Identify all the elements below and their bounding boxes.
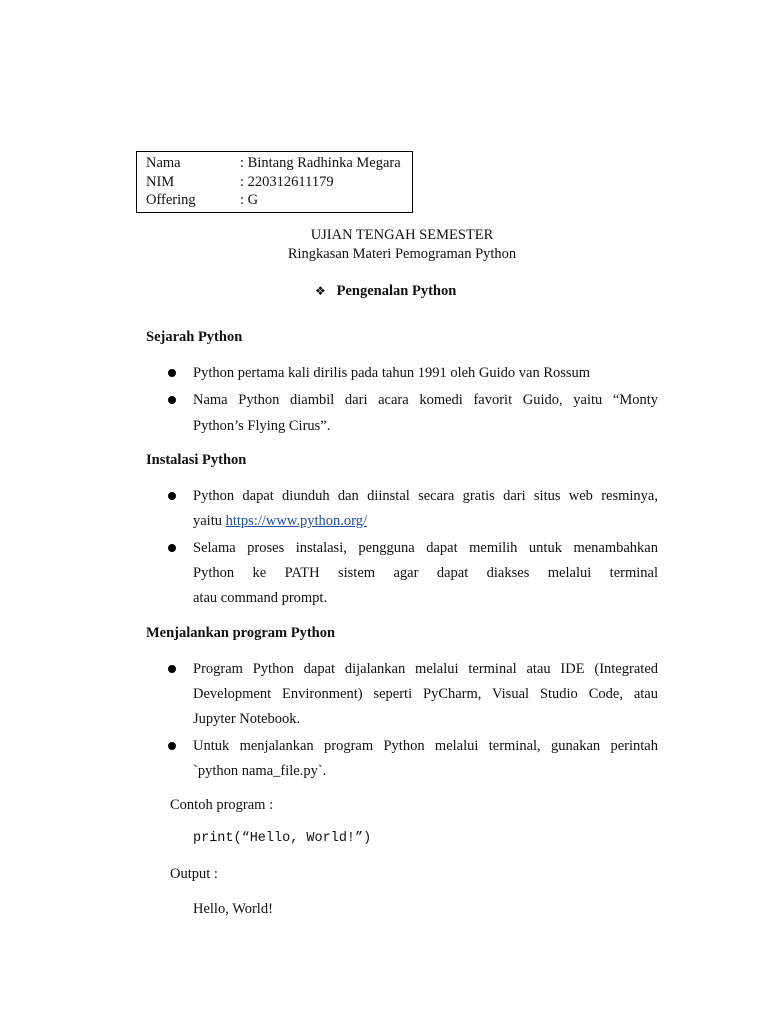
bullet-icon <box>168 369 176 377</box>
instalasi-bullet-2-line-2: Python ke PATH sistem agar dapat diakses melalui terminal <box>193 565 658 581</box>
identity-label: Nama <box>146 155 181 171</box>
instalasi-prefix: yaitu <box>193 513 226 529</box>
bullet-icon <box>168 396 176 404</box>
menjalankan-bullet-1-line-1: Program Python dapat dijalankan melalui terminal atau IDE (Integrated <box>193 661 658 677</box>
identity-label: Offering <box>146 192 196 208</box>
menjalankan-bullet-2-line-2: `python nama_file.py`. <box>193 763 327 779</box>
identity-value: : G <box>240 192 259 208</box>
section-heading <box>315 283 456 300</box>
instalasi-bullet-1-line-1: Python dapat diunduh dan diinstal secara gratis dari situs web resminya, <box>193 488 658 504</box>
menjalankan-bullet-1-line-3: Jupyter Notebook. <box>193 711 301 727</box>
sejarah-bullet-2-line-2: Python’s Flying Cirus”. <box>193 418 331 434</box>
instalasi-bullet-2-line-3: atau command prompt. <box>193 590 328 606</box>
identity-value: : 220312611179 <box>240 174 334 190</box>
identity-row-nim <box>146 173 334 191</box>
identity-label: NIM <box>146 174 175 190</box>
diamond-bullet-icon: ❖ <box>315 284 326 298</box>
instalasi-bullet-1-line-2 <box>193 512 367 530</box>
sejarah-bullet-2-line-1: Nama Python diambil dari acara komedi favorit Guido, yaitu “Monty <box>193 392 658 408</box>
identity-row-nama <box>146 154 401 172</box>
python-website-link[interactable]: https://www.python.org/ <box>225 513 368 529</box>
bullet-icon <box>168 742 176 750</box>
section-title: Pengenalan Python <box>336 283 457 299</box>
identity-value: : Bintang Radhinka Megara <box>240 155 401 171</box>
bullet-icon <box>168 492 176 500</box>
document-title: UJIAN TENGAH SEMESTER <box>310 227 494 243</box>
example-label: Contoh program : <box>170 797 274 813</box>
example-code: print(“Hello, World!”) <box>193 831 372 846</box>
heading-instalasi: Instalasi Python <box>146 452 247 468</box>
document-subtitle: Ringkasan Materi Pemograman Python <box>287 246 517 262</box>
output-label: Output : <box>170 866 218 882</box>
instalasi-bullet-2-line-1: Selama proses instalasi, pengguna dapat memilih untuk menambahkan <box>193 540 658 556</box>
heading-sejarah: Sejarah Python <box>146 329 243 345</box>
identity-row-offering <box>146 191 258 209</box>
bullet-icon <box>168 665 176 673</box>
identity-box <box>136 151 413 213</box>
menjalankan-bullet-2-line-1: Untuk menjalankan program Python melalui terminal, gunakan perintah <box>193 738 658 754</box>
output-value: Hello, World! <box>193 901 273 917</box>
bullet-icon <box>168 544 176 552</box>
sejarah-bullet-1: Python pertama kali dirilis pada tahun 1991 oleh Guido van Rossum <box>193 365 591 381</box>
heading-menjalankan: Menjalankan program Python <box>146 625 336 641</box>
menjalankan-bullet-1-line-2: Development Environment) seperti PyCharm, Visual Studio Code, atau <box>193 686 658 702</box>
